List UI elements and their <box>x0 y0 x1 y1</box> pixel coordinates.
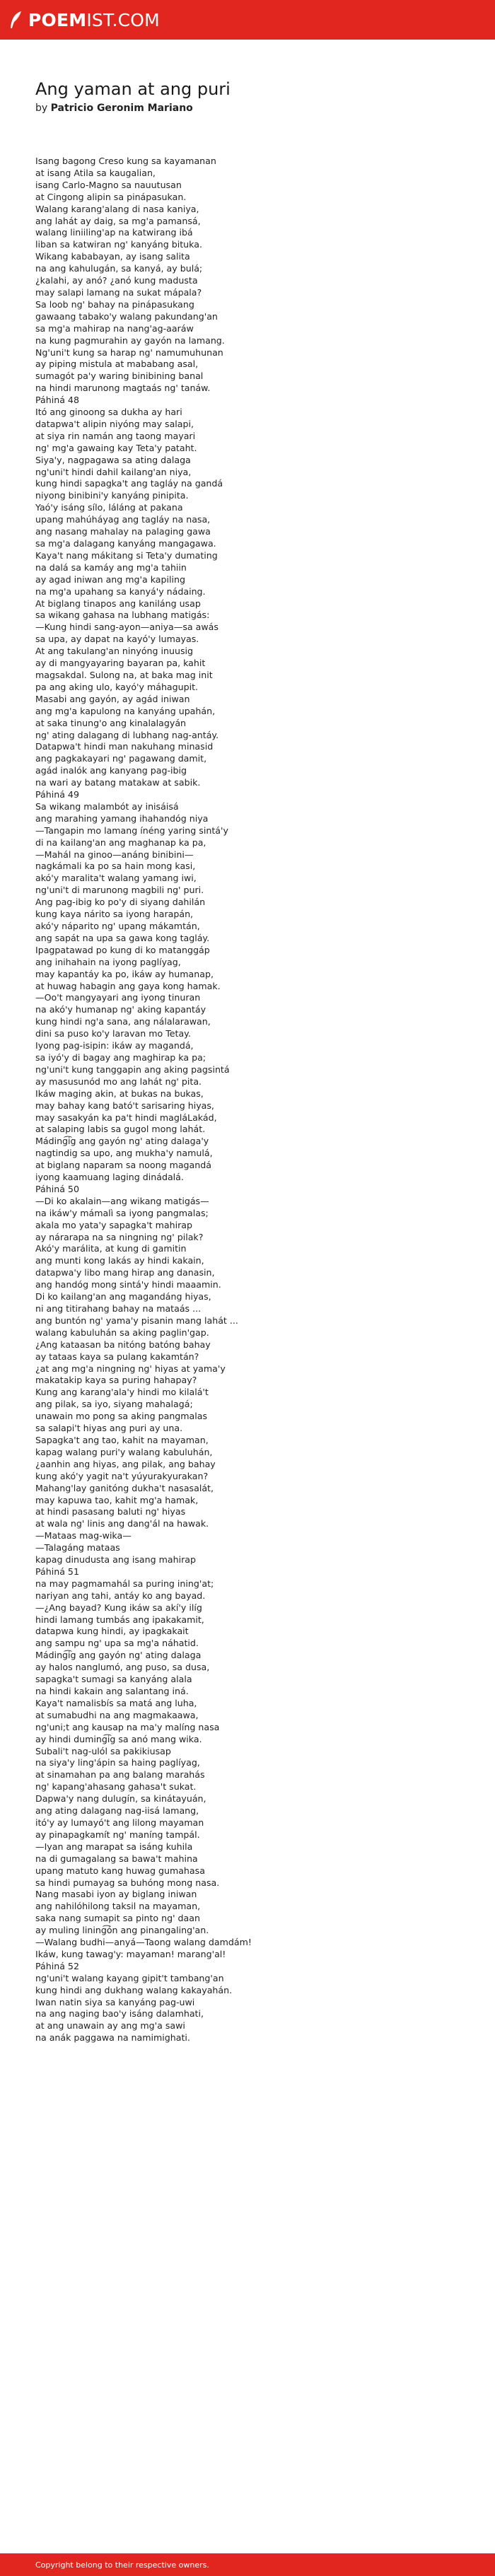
poem-line: na wari ay batang matakaw at sabik. <box>35 777 201 788</box>
poem-line: sa mgꞌa mahirap na nangꞌag-aaráw <box>35 322 194 334</box>
poem-line: ay masusunód mo ang lahát ngꞌ pita. <box>35 1076 202 1087</box>
poem-line: unawain mo pong sa aking pangmalas <box>35 1411 208 1422</box>
poem-line: iyong kaamuang laging dinádalá. <box>35 1172 184 1183</box>
poem-line: Kaya't namalisbís sa matá ang luha, <box>35 1697 197 1708</box>
poem-line: ay tataas kaya sa pulang kakamtán? <box>35 1351 199 1362</box>
site-logo[interactable] <box>8 10 160 30</box>
poem-line: at salaping labis sa gugol mong lahát. <box>35 1124 206 1135</box>
poem-line: Iwan natin siya sa kanyáng pag-uwi <box>35 1996 195 2007</box>
poem-line: —Mataas mag-wika— <box>35 1530 132 1541</box>
poem-line: kung hindi ngꞌa sana, ang nálalarawan, <box>35 1016 211 1027</box>
poem-line: pa ang aking ulo, kayó'y máhagupit. <box>35 681 199 692</box>
poem-line: nagtindig sa upo, ang mukha'y namulá, <box>35 1148 213 1159</box>
poem-line: sapagka't sumagi sa kanyáng alala <box>35 1674 192 1685</box>
by-label: by <box>35 103 48 114</box>
poem-line: at biglang naparam sa noong magandá <box>35 1160 211 1171</box>
poem-line: Sapagka't ang tao, kahit na mayaman, <box>35 1434 209 1445</box>
logo-text-light: IST.COM <box>86 9 160 30</box>
poem-line: ang handóg mong sintá'y hindi maaamin. <box>35 1279 221 1290</box>
poem-line: Wikang kababayan, ay isang salita <box>35 251 190 262</box>
copyright-notice: Copyright belong to their respective owners. <box>35 2560 209 2570</box>
poem-line: ang lahát ay daig, sa mgꞌa pamansá, <box>35 215 201 226</box>
poem-line: isang Carlo-Magno sa nauutusan <box>35 179 182 190</box>
poem-line: di na kailangꞌan ang maghanap ka pa, <box>35 837 206 848</box>
poem-line: sa wikang gahasa na lubhang matigás: <box>35 610 210 621</box>
page-marker: Páhiná 48 <box>35 395 79 406</box>
poem-line: ngꞌuni't hindi dahil kailangꞌan niya, <box>35 466 192 477</box>
poem-line: Ngꞌuni't kung sa harap ngꞌ namumuhunan <box>35 346 223 358</box>
poem-line: Nang masabi iyon ay biglang iniwan <box>35 1889 197 1900</box>
poem-line: liban sa katwiran ngꞌ kanyáng bituka. <box>35 239 202 250</box>
poem-line: —Mahál na ginoo—anáng binibini— <box>35 849 194 860</box>
poem-line: Mahangꞌlay ganitóng dukha't nasasalát, <box>35 1482 214 1493</box>
poem-line: Itó ang ginoong sa dukha ay hari <box>35 407 182 418</box>
poem-line: sa mgꞌa dalagang kanyáng mangagawa. <box>35 538 216 549</box>
poem-line: Ikáw maging akin, at bukas na bukas, <box>35 1088 204 1099</box>
poem-body <box>35 156 460 2044</box>
poem-line: na hindi kakain ang salantang iná. <box>35 1686 189 1696</box>
poem-line: ngꞌ ating dalagang di lubhang nag-antáy. <box>35 729 219 740</box>
page-marker: Páhiná 50 <box>35 1183 79 1194</box>
poem-line: ang munti kong lakás ay hindi kakain, <box>35 1255 204 1266</box>
poem-line: ang buntón ngꞌ yama'y pisanin mang lahát ... <box>35 1315 238 1326</box>
poem-line: na siya'y lingꞌápin sa haing paglíyag, <box>35 1757 200 1768</box>
poem-line: sa hindi pumayag sa buhóng mong nasa. <box>35 1877 220 1888</box>
poem-line: may sasakyán ka pa't hindi magláLakád, <box>35 1112 217 1123</box>
poem-line: sa iyó'y di bagay ang maghirap ka pa; <box>35 1051 206 1063</box>
poem-line: agád inalók ang kanyang pag-ibig <box>35 765 187 776</box>
poem-line: na di gumagalang sa bawa't mahina <box>35 1853 198 1864</box>
poem-line: kung kaya nárito sa iyong harapán, <box>35 909 194 920</box>
page-marker: Páhiná 52 <box>35 1960 79 1971</box>
poem-line: ay nárarapa na sa ningning ngꞌ pilak? <box>35 1231 204 1242</box>
poem-line: at isang Atila sa kaugalian, <box>35 167 156 178</box>
poem-line: datapwa'y libo mang hirap ang danasin, <box>35 1267 215 1278</box>
poem-line: ay di mangyayaring bayaran pa, kahit <box>35 658 206 669</box>
poem-line: —Tangapin mo lamang ínéng yaring sintá'y <box>35 824 228 836</box>
poem-line: ngꞌuni't di marunong magbili ngꞌ puri. <box>35 885 204 896</box>
poem-line: niyong binibini'y kanyáng pinipita. <box>35 490 189 501</box>
poem-line: ang ating dalagang nag-iisá lamang, <box>35 1805 199 1817</box>
poem-line: ngꞌ kapangꞌahasang gahasa't sukat. <box>35 1781 197 1793</box>
poem-line: nariyan ang tahi, antáy ko ang bayad. <box>35 1590 206 1601</box>
poem-line: ang nahilóhilong taksil na mayaman, <box>35 1901 201 1912</box>
poem-line: ay hindi duming͡ig sa anó mang wika. <box>35 1733 202 1744</box>
poem-line: akó'y maralita't walang yamang iwi, <box>35 873 197 884</box>
poem-line: ¿aanhin ang hiyas, ang pilak, ang bahay <box>35 1458 216 1469</box>
poem-line: at huwag habagin ang gaya kong hamak. <box>35 980 221 991</box>
poem-line: at hindi pasasang baluti ngꞌ hiyas <box>35 1506 186 1517</box>
poem-line: —Iyan ang marapat sa isáng kuhila <box>35 1841 193 1852</box>
poem-line: dini sa puso ko'y laravan mo Tetay. <box>35 1028 191 1039</box>
poem-line: At ang takulangꞌan ninyóng inuusig <box>35 646 194 657</box>
poem-line: ang sampu ngꞌ upa sa mgꞌa náhatid. <box>35 1638 199 1649</box>
poem-line: Sa loob ngꞌ bahay na pinápasukang <box>35 298 194 310</box>
poem-line: itó'y ay lumayó't ang lilong mayaman <box>35 1817 204 1828</box>
poem-line: ni ang titirahang bahay na mataás ... <box>35 1303 202 1314</box>
poem-line: at sinamahan pa ang balang marahás <box>35 1769 205 1781</box>
poem-line: —Talagáng mataas <box>35 1542 120 1554</box>
poem-line: na anák paggawa na namimighati. <box>35 2032 190 2044</box>
poem-line: Iyong pag-isipin: ikáw ay magandá, <box>35 1040 194 1051</box>
poem-line: akó'y náparito ngꞌ upang mákamtán, <box>35 921 200 931</box>
poem-line: Kung ang karangꞌala'y hindi mo kilalá't <box>35 1387 209 1398</box>
poem-line: datapwa kung hindi, ay ipagkakait <box>35 1626 189 1637</box>
poem-line: kung hindi ang dukhang walang kakayahán. <box>35 1984 233 1995</box>
poem-line: na akó'y humanap ngꞌ aking kapantáy <box>35 1004 206 1015</box>
poem-line: na kung pagmurahin ay gayón na lamang. <box>35 334 225 346</box>
poem-line: at siya rin namán ang taong mayari <box>35 430 196 441</box>
poem-line: —Kung hindi sang-ayon—aniya—sa awás <box>35 622 219 633</box>
poem-line: ngꞌuni't walang kayang gipit't tambangꞌan <box>35 1972 224 1983</box>
poem-line: walang kabuluhán sa aking paglinꞌgap. <box>35 1327 209 1338</box>
poem-line: ay pinapagkamít ngꞌ maníng tampál. <box>35 1829 200 1840</box>
byline <box>35 103 193 114</box>
poem-line: Máding͡ig ang gayón ngꞌ ating dalaga <box>35 1650 202 1661</box>
poem-line: makatakip kaya sa puring hahapay? <box>35 1375 197 1386</box>
poem-line: hindi lamang tumbás ang ipakakamit, <box>35 1614 204 1625</box>
poem-line: may kapuwa tao, kahit mgꞌa hamak, <box>35 1494 199 1505</box>
poem-line: Ikáw, kung tawag'y: mayaman! marangꞌal! <box>35 1948 226 1959</box>
poem-line: Kaya't nang mákitang si Teta'y dumating <box>35 549 218 561</box>
poem-line: ang mgꞌa kapulong na kanyáng upahán, <box>35 705 216 716</box>
poem-line: ay piping mistula at mababang asal, <box>35 359 199 370</box>
poem-line: akala mo yata'y sapagka't mahirap <box>35 1219 192 1230</box>
poem-line: Máding͡ig ang gayón ngꞌ ating dalaga'y <box>35 1136 209 1147</box>
poem-line: kapag walang puri'y walang kabuluhán, <box>35 1446 213 1457</box>
poem-line: at wala ngꞌ linis ang dangꞌál na hawak. <box>35 1518 209 1529</box>
poem-line: magsakdal. Sulong na, at baka mag init <box>35 669 213 680</box>
author-name[interactable]: Patricio Geronim Mariano <box>50 103 193 114</box>
poem-line: may bahay kang bató't sarisaring hiyas, <box>35 1100 214 1111</box>
poem-line: —Oo't mangyayari ang iyong tinuran <box>35 992 201 1003</box>
poem-line: Masabi ang gayón, ay agád iniwan <box>35 693 190 704</box>
poem-line: na mgꞌa upahang sa kanyá'y nádaing. <box>35 585 206 597</box>
poem-line: ¿at ang mgꞌa ningning ngꞌ hiyas at yama'y <box>35 1363 226 1374</box>
poem-line: Isang bagong Creso kung sa kayamanan <box>35 156 216 166</box>
poem-line: Ipagpatawad po kung di ko matanggáp <box>35 944 210 955</box>
logo-text-bold: POEM <box>28 9 87 30</box>
poem-line: Dapwa'y nang dulugín, sa kinátayuán, <box>35 1793 206 1805</box>
poem-line: Di ko kailangꞌan ang magandáng hiyas, <box>35 1291 211 1302</box>
poem-line: na ang naging bao'y isáng dalamhati, <box>35 2008 204 2020</box>
poem-line: walang liniilingꞌap na katwirang ibá <box>35 227 193 238</box>
poem-line: ang sapát na upa sa gawa kong tagláy. <box>35 932 210 943</box>
quill-icon <box>8 10 24 30</box>
poem-line: At biglang tinapos ang kaniláng usap <box>35 598 201 609</box>
poem-line: ang nasang mahalay na palaging gawa <box>35 526 211 537</box>
poem-line: —¿Ang bayad? Kung ikáw sa akí'y ilíg <box>35 1602 202 1613</box>
poem-line: ngꞌ mgꞌa gawaing kay Teta'y pataht. <box>35 442 197 453</box>
poem-line: Yaó'y isáng sílo, láláng at pakana <box>35 502 183 513</box>
poem-line: ang marahing yamang ihahandóg niya <box>35 812 209 824</box>
poem-line: sa salapi't hiyas ang puri ay una. <box>35 1423 183 1434</box>
poem-line: nagkámali ka po sa hain mong kasi, <box>35 861 196 872</box>
poem-line: na ikáw'y mámalì sa iyong pangmalas; <box>35 1207 209 1218</box>
poem-line: Sa wikang malambót ay inisáisá <box>35 800 179 812</box>
poem-line: at sumabudhi na ang magmakaawa, <box>35 1709 199 1720</box>
poem-line: at ang unawain ay ang mgꞌa sawi <box>35 2020 185 2032</box>
poem-line: ¿Ang kataasan ba nitóng batóng bahay <box>35 1339 211 1350</box>
poem-line: na hindi marunong magtaás ngꞌ tanáw. <box>35 383 211 394</box>
poem-line: gawaang tabako'y walang pakundangꞌan <box>35 310 218 322</box>
poem-line: at Cingong alipin sa pinápasukan. <box>35 191 187 202</box>
poem-line: ay muling lining͡ón ang pinangalingꞌan. <box>35 1925 209 1936</box>
poem-line: may kapantáy ka po, ikáw ay humanap, <box>35 968 214 979</box>
site-footer <box>0 2553 495 2576</box>
poem-line: na dalá sa kamáy ang mgꞌa tahiin <box>35 561 187 573</box>
poem-line: —Walang budhi—anyá—Taong walang damdám! <box>35 1937 252 1948</box>
poem-line: ay agad iniwan ang mgꞌa kapiling <box>35 573 185 585</box>
poem-line: Subali't nag-ulól sa pakikiusap <box>35 1745 171 1756</box>
poem-line: ngꞌuni;t ang kausap na ma'y malíng nasa <box>35 1721 220 1732</box>
poem-line: ¿kalahi, ay anó? ¿anó kung madusta <box>35 275 198 286</box>
poem-line: na ang kahulugán, sa kanyá, ay bulá; <box>35 263 203 274</box>
poem-line: Datapwa't hindi man nakuhang minasid <box>35 741 214 752</box>
poem-line: saka nang sumapit sa pinto ngꞌ daan <box>35 1913 200 1924</box>
poem-line: ay halos nanglumó, ang puso, sa dusa, <box>35 1662 210 1673</box>
poem-line: —Di ko akalain—ang wikang matigás— <box>35 1195 209 1206</box>
poem-line: ang pagkakayari ngꞌ pagawang damit, <box>35 753 207 764</box>
poem-line: na may pagmamahál sa puring iningꞌat; <box>35 1578 214 1589</box>
poem-line: sa upa, ay dapat na kayó'y lumayas. <box>35 634 199 645</box>
poem-line: Siya'y, nagpagawa sa ating dalaga <box>35 454 191 465</box>
poem-line: kung hindi sapagka't ang tagláy na gandá <box>35 478 223 489</box>
poem-line: sumagót pa'y waring binibining banal <box>35 371 204 382</box>
poem-line: Walang karangꞌalang di nasa kaniya, <box>35 203 199 214</box>
poem-line: ang inihahain na iyong paglíyag, <box>35 956 181 967</box>
poem-line: upang matuto kang huwag gumahasa <box>35 1865 205 1876</box>
poem-line: Ang pag-ibig ko po'y di siyang dahilán <box>35 897 206 908</box>
page-marker: Páhiná 49 <box>35 789 79 800</box>
poem-line: Akó'y marálita, at kung di gamitin <box>35 1243 187 1254</box>
poem-line: ang pilak, sa iyo, siyang mahalagá; <box>35 1399 193 1410</box>
poem-line: at saka tinungꞌo ang kinalalagyán <box>35 717 187 728</box>
poem-line: upang mahúháyag ang tagláy na nasa, <box>35 514 211 525</box>
poem-line: may salapi lamang na sukat mápala? <box>35 286 202 298</box>
poem-title: Ang yaman at ang puri <box>35 79 231 99</box>
poem-line: ngꞌuni't kung tanggapin ang aking pagsintá <box>35 1063 230 1075</box>
poem-line: kung akó'y yagit na't yúyurakyurakan? <box>35 1470 209 1481</box>
poem-line: datapwa't alipin niyóng may salapi, <box>35 418 194 429</box>
poem-line: kapag dinudusta ang isang mahirap <box>35 1554 196 1566</box>
site-header <box>0 0 495 40</box>
page-marker: Páhiná 51 <box>35 1566 79 1577</box>
